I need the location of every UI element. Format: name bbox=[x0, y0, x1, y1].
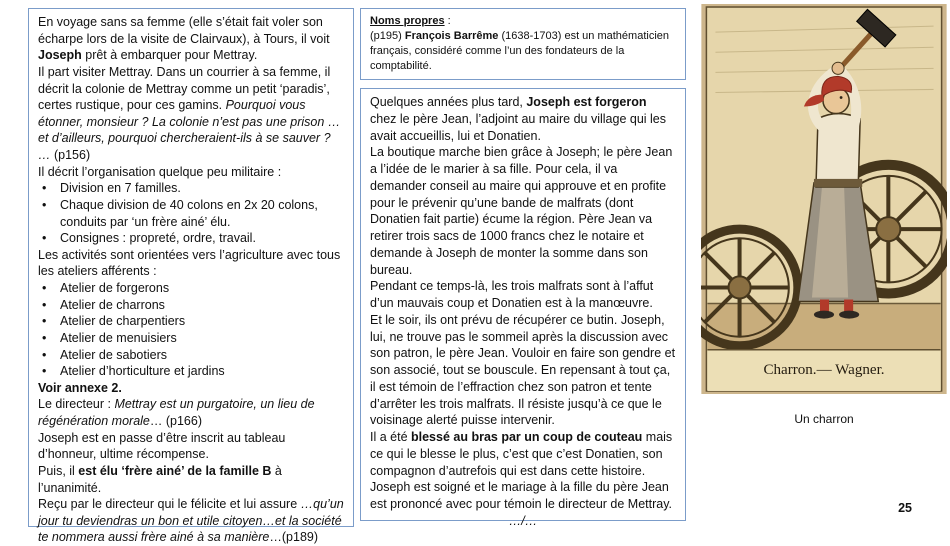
engraving-caption: Charron.— Wagner. bbox=[763, 361, 885, 378]
bullet-item bbox=[38, 230, 344, 247]
text-run: Chaque division de 40 colons en 2x 20 colons, conduits par ‘un frère ainé’ élu. bbox=[60, 197, 318, 229]
right-shoe bbox=[839, 311, 859, 319]
bullet-icon: • bbox=[42, 297, 47, 312]
text-run: (1638-1703) est un mathématicien français, considéré comme l’un des fondateurs de la comptabilité. bbox=[370, 29, 670, 72]
bullet-text bbox=[60, 280, 344, 297]
text-run: (p195) bbox=[370, 29, 405, 42]
text-run: Il part visiter Mettray. Dans un courrier à sa femme, il décrit la colonie de Mettray comme un petit ‘paradis’, certes rustique, pour ces gamins. bbox=[38, 64, 331, 113]
bullet-text bbox=[60, 297, 344, 314]
paragraph bbox=[38, 496, 344, 546]
text-run: Division en 7 familles. bbox=[60, 181, 181, 196]
text-run: François Barrême bbox=[404, 29, 499, 42]
bullet-icon: • bbox=[42, 197, 47, 212]
bullet-icon: • bbox=[42, 181, 47, 196]
text-run: Joseph est en passe d’être inscrit au tableau d’honneur, ultime récompense. bbox=[38, 430, 286, 462]
bullet-icon: • bbox=[42, 347, 47, 362]
paragraph bbox=[38, 64, 344, 164]
bullet-item bbox=[38, 313, 344, 330]
text-run: Atelier de sabotiers bbox=[60, 347, 168, 362]
bullet-item bbox=[38, 297, 344, 314]
text-run: Joseph est soigné et le mariage à la fille du père Jean est prononcé avec pour témoin le directeur de Mettray. bbox=[370, 480, 673, 511]
paragraph bbox=[370, 429, 676, 479]
bullet-icon: • bbox=[42, 231, 47, 246]
bullet-text bbox=[60, 197, 344, 230]
bullet-item bbox=[38, 280, 344, 297]
text-run: Atelier de forgerons bbox=[60, 281, 170, 295]
paragraph bbox=[370, 144, 676, 278]
bullet-text bbox=[60, 363, 344, 380]
paragraph bbox=[38, 14, 344, 64]
text-run: Et le soir, ils ont prévu de récupérer ce butin. Joseph, lui, ne trouve pas le sommeil après la discussion avec son patron, le père Jean. Vouloir en faire son gendre et son associé, tout se bouscule. En repensant à tout ça, il est témoin de l’effraction chez son patron et tente d’arrêter les trois malfrats. Il résiste jusqu’à ce que le voisinage alerté puisse intervenir. bbox=[370, 312, 676, 428]
bullet-text bbox=[60, 313, 344, 330]
text-run: La boutique marche bien grâce à Joseph; le père Jean a l’idée de le marier à sa fille. Pour cela, il va demander conseil au maire qui approuve et en profite pour le prévenir qu’une bande de malfrats (dont Donatien fait partie) écume la région. Père Jean va retirer trois sacs de 1000 francs chez le notaire et demande à Joseph de monter la somme dans son bureau. bbox=[370, 145, 673, 277]
eye bbox=[840, 96, 843, 99]
paragraph bbox=[38, 247, 344, 280]
bullet-text bbox=[60, 180, 344, 197]
text-run: Atelier d’horticulture et jardins bbox=[60, 364, 225, 379]
bullet-icon: • bbox=[42, 330, 47, 345]
bullet-icon: • bbox=[42, 314, 47, 329]
paragraph bbox=[370, 278, 676, 312]
charron-woodcut-image bbox=[701, 4, 947, 394]
bullet-icon: • bbox=[42, 281, 47, 295]
text-run: blessé au bras par un coup de couteau bbox=[411, 430, 643, 444]
paragraph bbox=[38, 463, 344, 496]
bullet-item bbox=[38, 197, 344, 230]
page-number: 25 bbox=[898, 501, 912, 515]
story-box-content bbox=[370, 94, 676, 530]
text-run: Le directeur : bbox=[38, 397, 115, 412]
text-run: En voyage sans sa femme (elle s’était fait voler son écharpe lors de la visite de Clairvaux), à Tours, il voit bbox=[38, 15, 330, 46]
text-run: mais ce qui le blesse le plus, c’est que c’est Donatien, son compagnon d’autrefois qui est dans cette histoire. bbox=[370, 430, 673, 478]
belt bbox=[814, 179, 862, 187]
text-run: Noms propres bbox=[370, 15, 445, 27]
proper-nouns-textbox bbox=[360, 8, 686, 80]
paragraph bbox=[370, 29, 676, 74]
text-run: à l’unanimité. bbox=[38, 463, 282, 495]
paragraph bbox=[38, 380, 344, 397]
text-run: Les activités sont orientées vers l’agriculture avec tous les ateliers afférents : bbox=[38, 247, 341, 279]
notes-box-content bbox=[370, 14, 676, 73]
paragraph bbox=[38, 430, 344, 463]
paragraph bbox=[370, 14, 676, 29]
bullet-icon: • bbox=[42, 364, 47, 379]
text-run: Il a été bbox=[370, 430, 411, 444]
text-run: Atelier de menuisiers bbox=[60, 330, 177, 345]
bullet-item bbox=[38, 363, 344, 380]
mettray-visit-textbox bbox=[28, 8, 354, 545]
bullet-item bbox=[38, 180, 344, 197]
bullet-text bbox=[60, 230, 344, 247]
text-run: est élu ‘frère ainé’ de la famille B bbox=[78, 463, 272, 478]
text-run: Pourquoi vous étonner, monsieur ? La colonie n’est pas une prison … et d’ailleurs, pourquoi chercheraient-ils à se sauver ? … bbox=[38, 98, 341, 162]
paragraph bbox=[370, 94, 676, 144]
bullet-item bbox=[38, 330, 344, 347]
text-run: …qu’un jour tu deviendras un bon et utile citoyen…et la société te nommera aussi frère ainé à sa manière bbox=[38, 497, 344, 545]
joseph-story-textbox bbox=[360, 88, 686, 528]
text-run: Atelier de charpentiers bbox=[60, 314, 186, 329]
text-run: : bbox=[444, 15, 451, 27]
text-run: Pendant ce temps-là, les trois malfrats sont à l’affut d’un mauvais coup et Donatien est à la manœuvre. bbox=[370, 279, 654, 310]
paragraph bbox=[370, 312, 676, 429]
paragraph bbox=[370, 479, 676, 513]
text-run: … (p166) bbox=[149, 414, 202, 428]
charron-figure bbox=[701, 4, 947, 426]
bullet-text bbox=[60, 347, 344, 364]
text-run: Voir annexe 2. bbox=[38, 380, 122, 395]
hands bbox=[832, 62, 844, 74]
text-run: prêt à embarquer pour Mettray. bbox=[81, 48, 258, 63]
text-run: Joseph bbox=[38, 48, 82, 63]
text-run: (p156) bbox=[50, 148, 91, 162]
paragraph bbox=[370, 513, 676, 530]
text-run: Joseph est forgeron bbox=[526, 95, 647, 109]
text-run: Puis, il bbox=[38, 463, 79, 478]
text-run: Reçu par le directeur qui le félicite et lui assure bbox=[38, 497, 301, 512]
text-run: Quelques années plus tard, bbox=[370, 95, 527, 109]
figure-caption: Un charron bbox=[794, 412, 854, 426]
bullet-text bbox=[60, 330, 344, 347]
left-box-content bbox=[38, 14, 344, 546]
paragraph bbox=[38, 396, 344, 429]
text-run: chez le père Jean, l’adjoint au maire du village qui les avait accueillis, lui et Donatien. bbox=[370, 111, 667, 143]
text-run: Mettray est un purgatoire, un lieu de régénération morale bbox=[38, 397, 315, 428]
left-shoe bbox=[814, 311, 834, 319]
text-run: Il décrit l’organisation quelque peu militaire : bbox=[38, 164, 282, 179]
text-run: Atelier de charrons bbox=[60, 297, 165, 312]
text-run: …/… bbox=[508, 513, 538, 528]
text-run: Consignes : propreté, ordre, travail. bbox=[60, 231, 256, 246]
text-run: …(p189) bbox=[269, 530, 319, 545]
bullet-item bbox=[38, 347, 344, 364]
paragraph bbox=[38, 164, 344, 181]
